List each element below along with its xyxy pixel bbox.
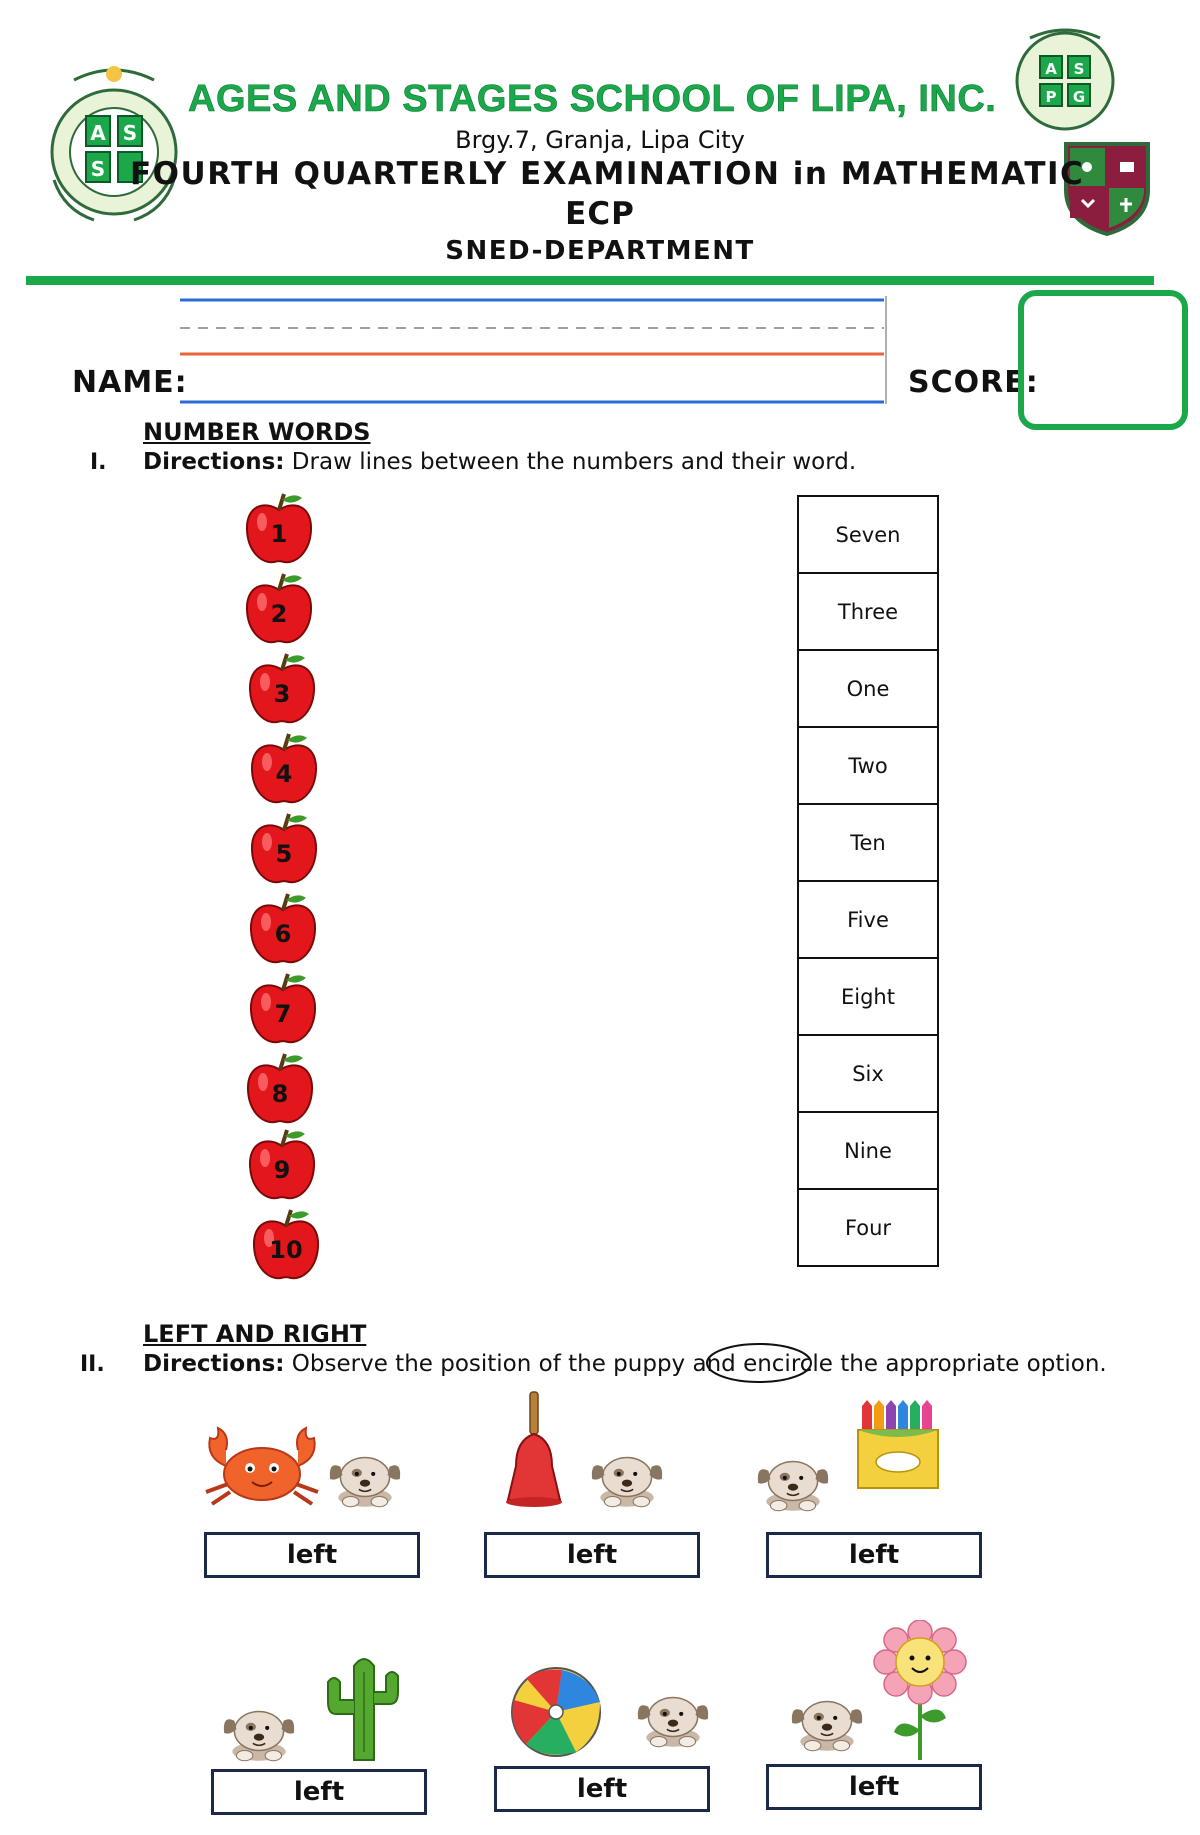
word-cell[interactable]: Four bbox=[798, 1189, 938, 1266]
apple-number-3[interactable] bbox=[247, 652, 317, 726]
apple-number-label: 4 bbox=[275, 760, 293, 788]
apple-number-7[interactable] bbox=[248, 972, 318, 1046]
item-crab bbox=[196, 1410, 426, 1510]
name-label: NAME: bbox=[72, 365, 188, 400]
apple-number-label: 6 bbox=[274, 920, 292, 948]
word-cell[interactable]: Nine bbox=[798, 1112, 938, 1189]
apple-number-label: 3 bbox=[273, 680, 291, 708]
section2-heading: LEFT AND RIGHT bbox=[143, 1320, 367, 1348]
option-left-button[interactable]: left bbox=[211, 1769, 427, 1815]
apple-number-8[interactable] bbox=[245, 1052, 315, 1126]
flower-icon bbox=[872, 1620, 968, 1762]
word-cell[interactable]: Seven bbox=[798, 496, 938, 573]
word-cell[interactable]: Eight bbox=[798, 958, 938, 1035]
directions-label: Directions: bbox=[143, 449, 285, 475]
crayons-icon bbox=[856, 1400, 940, 1490]
apple-number-label: 5 bbox=[275, 840, 293, 868]
name-writing-lines[interactable] bbox=[178, 292, 890, 408]
department: SNED-DEPARTMENT bbox=[445, 236, 755, 266]
cactus-icon bbox=[318, 1652, 410, 1762]
apple-number-4[interactable] bbox=[249, 732, 319, 806]
encircle-example-oval bbox=[704, 1340, 814, 1386]
puppy-icon bbox=[586, 1446, 668, 1508]
svg-text:G: G bbox=[1072, 88, 1086, 106]
svg-text:A: A bbox=[90, 121, 106, 145]
section2-directions bbox=[143, 1351, 1107, 1377]
beach-ball-icon bbox=[506, 1666, 606, 1758]
item-bell bbox=[490, 1390, 690, 1512]
apple-number-label: 1 bbox=[270, 520, 288, 548]
school-logo-right bbox=[1010, 24, 1120, 134]
section1-directions bbox=[143, 449, 856, 475]
word-cell[interactable]: Three bbox=[798, 573, 938, 650]
option-left-button[interactable]: left bbox=[204, 1532, 420, 1578]
section1-heading: NUMBER WORDS bbox=[143, 418, 371, 446]
svg-text:S: S bbox=[90, 157, 106, 181]
school-address: Brgy.7, Granja, Lipa City bbox=[455, 126, 745, 154]
apple-number-label: 8 bbox=[271, 1080, 289, 1108]
apple-number-10[interactable] bbox=[251, 1208, 321, 1282]
puppy-icon bbox=[632, 1686, 714, 1748]
svg-text:P: P bbox=[1045, 88, 1057, 106]
exam-title: FOURTH QUARTERLY EXAMINATION in MATHEMATIC bbox=[130, 156, 1085, 192]
word-cell[interactable]: Ten bbox=[798, 804, 938, 881]
word-cell[interactable]: Two bbox=[798, 727, 938, 804]
section2-roman: II. bbox=[80, 1352, 105, 1377]
number-words-table bbox=[797, 495, 939, 1267]
directions-text: Observe the position of the puppy and encircle the appropriate option. bbox=[284, 1351, 1107, 1377]
puppy-icon bbox=[324, 1446, 406, 1508]
exam-subject: ECP bbox=[565, 196, 635, 232]
option-left-button[interactable]: left bbox=[494, 1766, 710, 1812]
apple-number-6[interactable] bbox=[248, 892, 318, 966]
puppy-icon bbox=[218, 1700, 300, 1762]
apple-number-label: 10 bbox=[269, 1236, 303, 1264]
header-divider bbox=[26, 276, 1154, 285]
score-box[interactable] bbox=[1018, 290, 1188, 430]
option-left-button[interactable]: left bbox=[484, 1532, 700, 1578]
crab-icon bbox=[196, 1418, 328, 1510]
option-left-button[interactable]: left bbox=[766, 1764, 982, 1810]
puppy-icon bbox=[752, 1450, 834, 1512]
score-label: SCORE: bbox=[908, 365, 1039, 400]
directions-label: Directions: bbox=[143, 1351, 285, 1377]
apple-number-1[interactable] bbox=[244, 492, 314, 566]
svg-text:S: S bbox=[122, 121, 138, 145]
apple-number-label: 2 bbox=[270, 600, 288, 628]
item-flower bbox=[786, 1620, 986, 1762]
school-name: AGES AND STAGES SCHOOL OF LIPA, INC. bbox=[188, 78, 997, 120]
word-cell[interactable]: Six bbox=[798, 1035, 938, 1112]
option-left-button[interactable]: left bbox=[766, 1532, 982, 1578]
word-cell[interactable]: Five bbox=[798, 881, 938, 958]
word-cell[interactable]: One bbox=[798, 650, 938, 727]
directions-text: Draw lines between the numbers and their word. bbox=[284, 449, 857, 475]
apple-number-5[interactable] bbox=[249, 812, 319, 886]
apple-number-2[interactable] bbox=[244, 572, 314, 646]
puppy-icon bbox=[786, 1690, 868, 1752]
bell-icon bbox=[498, 1390, 570, 1512]
apple-number-label: 7 bbox=[274, 1000, 292, 1028]
apple-number-9[interactable] bbox=[247, 1128, 317, 1202]
svg-text:A: A bbox=[1045, 60, 1057, 78]
item-beach-ball bbox=[506, 1666, 726, 1762]
item-crayons bbox=[752, 1400, 952, 1512]
section1-roman: I. bbox=[90, 450, 107, 475]
apple-number-label: 9 bbox=[273, 1156, 291, 1184]
svg-text:S: S bbox=[1073, 60, 1085, 78]
item-cactus bbox=[218, 1652, 418, 1762]
